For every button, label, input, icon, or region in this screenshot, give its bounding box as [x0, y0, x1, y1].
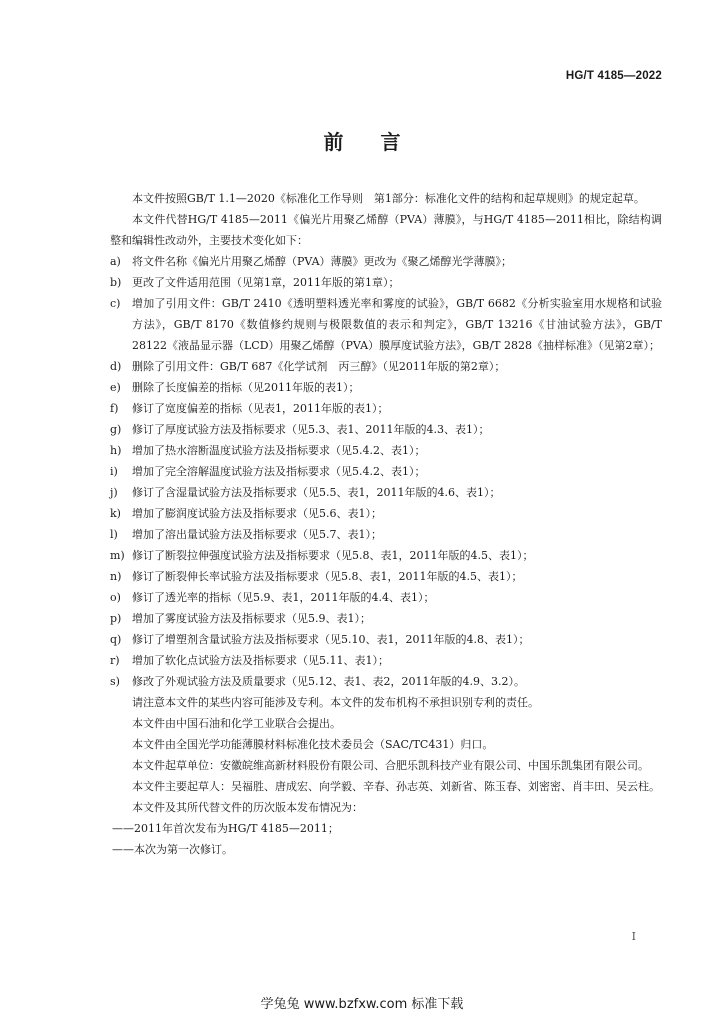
change-item-label: b)	[110, 276, 122, 289]
change-item-label: e)	[110, 381, 121, 394]
change-item-label: j)	[110, 486, 118, 499]
change-item	[110, 377, 662, 398]
change-item-label: f)	[110, 402, 119, 415]
page-number: I	[631, 930, 636, 943]
change-item-text: 删除了长度偏差的指标（见2011年版的表1）；	[132, 381, 360, 394]
change-item-label: n)	[110, 570, 122, 583]
history-item: ——本次为第一次修订。	[112, 843, 233, 856]
change-item-text: 修订了断裂拉伸强度试验方法及指标要求（见5.8、表1，2011年版的4.5、表1）；	[132, 549, 534, 562]
change-item-text: 增加了完全溶解温度试验方法及指标要求（见5.4.2、表1）；	[132, 465, 426, 478]
paragraph: 本文件由全国光学功能薄膜材料标准化技术委员会（SAC/TC431）归口。	[132, 738, 494, 751]
change-item-text: 修订了厚度试验方法及指标要求（见5.3、表1、2011年版的4.3、表1）；	[132, 423, 490, 436]
change-item-text: 修订了断裂伸长率试验方法及指标要求（见5.8、表1，2011年版的4.5、表1）；	[132, 570, 523, 583]
site-footer: 学兔兔 www.bzfxw.com 标准下载	[260, 997, 464, 1012]
change-item-text: 修订了增塑剂含量试验方法及指标要求（见5.10、表1，2011年版的4.8、表1）；	[132, 633, 530, 646]
change-item-label: s)	[110, 675, 120, 688]
change-item-text: 增加了热水溶断温度试验方法及指标要求（见5.4.2、表1）；	[132, 444, 426, 457]
change-item-text: 增加了软化点试验方法及指标要求（见5.11、表1）；	[132, 654, 389, 667]
change-item-label: p)	[110, 612, 122, 625]
change-item	[110, 629, 662, 650]
paragraph: 本文件代替HG/T 4185—2011《偏光片用聚乙烯醇（PVA）薄膜》，与HG/T 4185—2011相比，除结构调整和编辑性改动外，主要技术变化如下：	[110, 213, 662, 247]
change-item-label: q)	[110, 633, 122, 646]
change-item-text: 删除了引用文件：GB/T 687《化学试剂 丙三醇》（见2011年版的第2章）；	[132, 360, 506, 373]
paragraph: 本文件主要起草人：吴福胜、唐成宏、向学毅、辛春、孙志英、刘新省、陈玉春、刘密密、肖丰田、吴云柱。	[132, 780, 660, 793]
paragraph: 本文件按照GB/T 1.1—2020《标准化工作导则 第1部分：标准化文件的结构和起草规则》的规定起草。	[132, 192, 645, 205]
change-item-label: m)	[110, 549, 125, 562]
change-item-text: 修订了宽度偏差的指标（见表1，2011年版的表1）；	[132, 402, 389, 415]
change-item	[110, 545, 662, 566]
change-item	[110, 503, 662, 524]
change-item-text: 修改了外观试验方法及质量要求（见5.12、表1、表2，2011年版的4.9、3.2）。	[132, 675, 525, 688]
change-item	[110, 650, 662, 671]
change-item-text: 将文件名称《偏光片用聚乙烯醇（PVA）薄膜》更改为《聚乙烯醇光学薄膜》；	[132, 255, 513, 268]
change-item	[110, 272, 662, 293]
change-item	[110, 524, 662, 545]
paragraph: 本文件及其所代替文件的历次版本发布情况为：	[132, 801, 363, 814]
change-item-text: 增加了膨润度试验方法及指标要求（见5.6、表1）；	[132, 507, 382, 520]
change-item-label: r)	[110, 654, 120, 667]
changes-list	[110, 251, 662, 692]
change-item-label: h)	[110, 444, 122, 457]
page-title: 前 言	[323, 130, 401, 154]
change-item-label: d)	[110, 360, 122, 373]
change-item-text: 增加了雾度试验方法及指标要求（见5.9、表1）；	[132, 612, 371, 625]
change-item-label: c)	[110, 297, 121, 310]
standard-code: HG/T 4185—2022	[565, 70, 662, 82]
paragraph: 本文件起草单位：安徽皖维高新材料股份有限公司、合肥乐凯科技产业有限公司、中国乐凯集团有限公司。	[132, 759, 649, 772]
change-item-text: 更改了文件适用范围（见第1章，2011年版的第1章）；	[132, 276, 400, 289]
change-item	[110, 440, 662, 461]
change-item	[110, 566, 662, 587]
change-item-text: 增加了引用文件：GB/T 2410《透明塑料透光率和雾度的试验》，GB/T 6682《分析实验室用水规格和试验方法》，GB/T 8170《数值修约规则与极限数值的表示和判定》，GB/T 13216《甘油试验方法》，GB/T 28122《液晶显示器（LCD）用聚乙烯醇（PVA）膜厚度试验方法》，GB/T 2828《抽样标准》（见第2章）；	[132, 297, 662, 352]
paragraph: 本文件由中国石油和化学工业联合会提出。	[132, 717, 341, 730]
change-item	[110, 419, 662, 440]
change-item	[110, 251, 662, 272]
change-item-text: 增加了溶出量试验方法及指标要求（见5.7、表1）；	[132, 528, 382, 541]
history-item: ——2011年首次发布为HG/T 4185—2011；	[112, 822, 339, 835]
change-item-text: 修订了透光率的指标（见5.9、表1，2011年版的4.4、表1）；	[132, 591, 435, 604]
paragraph: 请注意本文件的某些内容可能涉及专利。本文件的发布机构不承担识别专利的责任。	[132, 696, 539, 709]
change-item-text: 修订了含湿量试验方法及指标要求（见5.5、表1，2011年版的4.6、表1）；	[132, 486, 501, 499]
change-item	[110, 587, 662, 608]
foreword-body	[110, 188, 662, 860]
change-item	[110, 608, 662, 629]
change-item	[110, 293, 662, 356]
change-item	[110, 482, 662, 503]
change-item	[110, 671, 662, 692]
change-item-label: a)	[110, 255, 121, 268]
change-item	[110, 461, 662, 482]
change-item-label: k)	[110, 507, 121, 520]
change-item-label: i)	[110, 465, 118, 478]
change-item	[110, 398, 662, 419]
change-item-label: l)	[110, 528, 118, 541]
change-item-label: o)	[110, 591, 121, 604]
change-item	[110, 356, 662, 377]
change-item-label: g)	[110, 423, 122, 436]
